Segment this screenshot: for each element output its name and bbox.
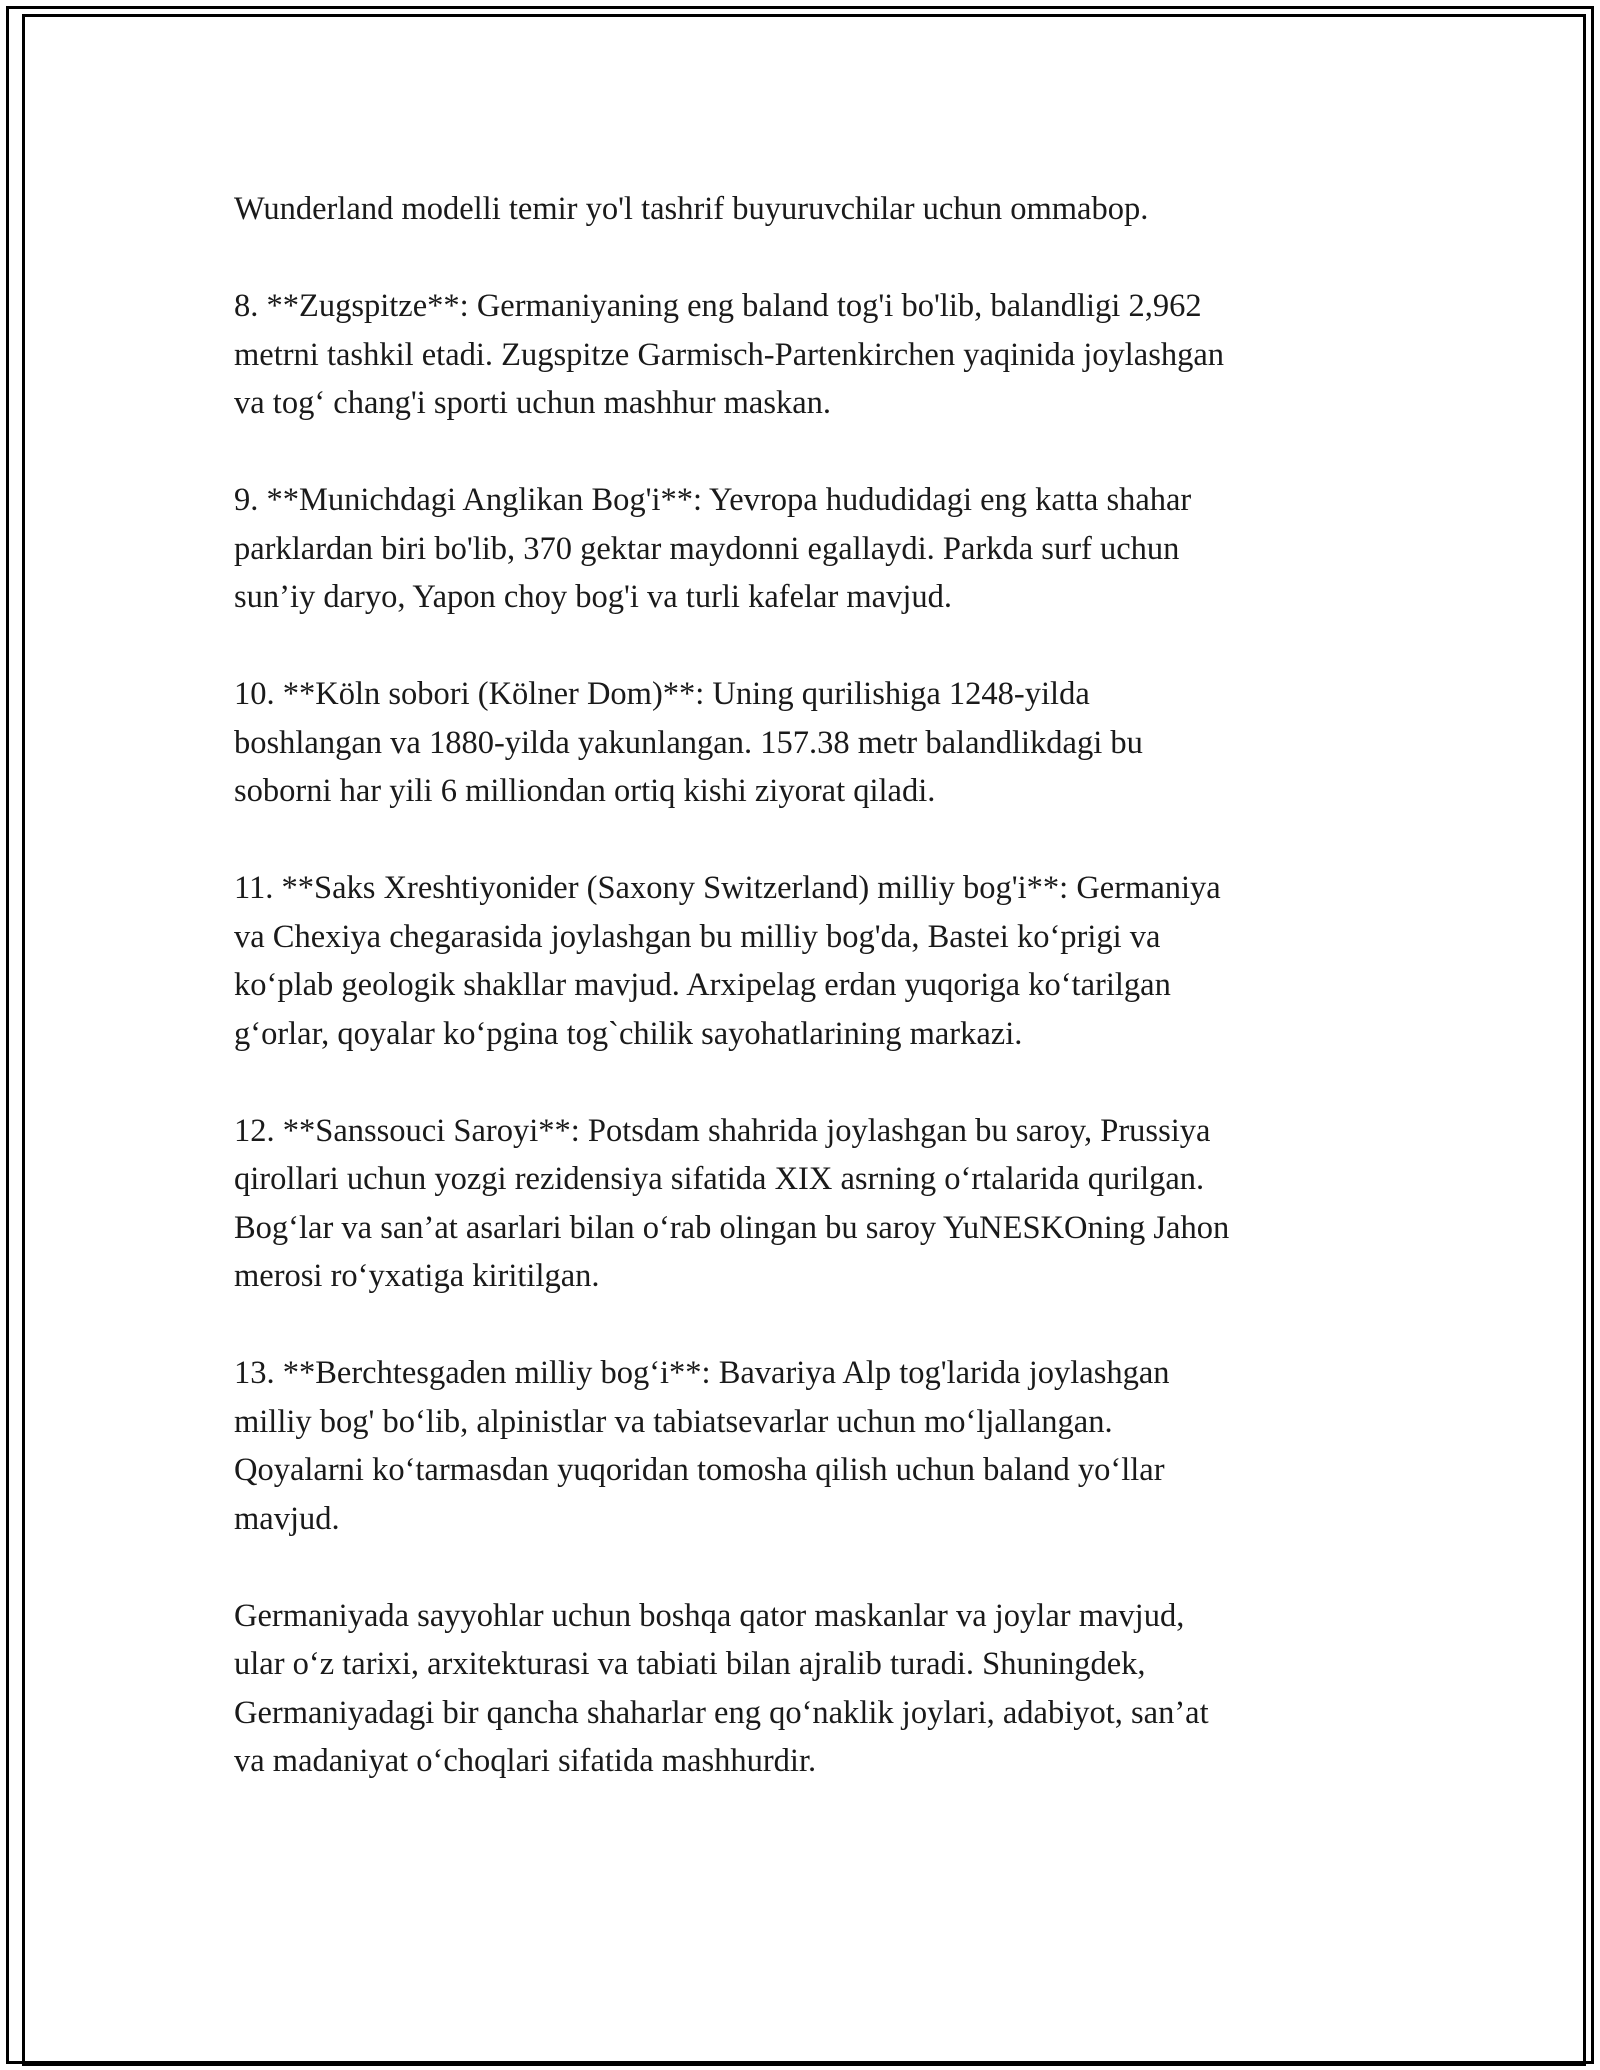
- document-body: [234, 185, 1374, 1786]
- paragraph-intro: Wunderland modelli temir yo'l tashrif buyuruvchilar uchun ommabop.: [234, 191, 1149, 227]
- paragraph-sanssouci: 12. **Sanssouci Saroyi**: Potsdam shahrida joylashgan bu saroy, Prussiya qirollari uchun yozgi rezidensiya sifatida XIX asrning o‘rtalarida qurilgan. Bog‘lar va san’at asarlari bilan o‘rab olingan bu saroy YuNESKOning Jahon merosi ro‘yxatiga kiritilgan.: [234, 1112, 1230, 1294]
- paragraph-conclusion: Germaniyada sayyohlar uchun boshqa qator maskanlar va joylar mavjud, ular o‘z tarixi, arxitekturasi va tabiati bilan ajralib turadi. Shuningdek, Germaniyadagi bir qancha shaharlar eng qo‘naklik joylari, adabiyot, san’at va madaniyat o‘choqlari sifatida mashhurdir.: [234, 1597, 1209, 1779]
- paragraph-zugspitze: 8. **Zugspitze**: Germaniyaning eng baland tog'i bo'lib, balandligi 2,962 metrni tashkil etadi. Zugspitze Garmisch-Partenkirchen yaqinida joylashgan va tog‘ chang'i sporti uchun mashhur maskan.: [234, 288, 1225, 421]
- paragraph-berchtesgaden: 13. **Berchtesgaden milliy bog‘i**: Bavariya Alp tog'larida joylashgan milliy bog' bo‘lib, alpinistlar va tabiatsevarlar uchun mo‘ljallangan. Qoyalarni ko‘tarmasdan yuqoridan tomosha qilish uchun baland yo‘llar mavjud.: [234, 1355, 1170, 1537]
- paragraph-koln-cathedral: 10. **Köln sobori (Kölner Dom)**: Uning qurilishiga 1248-yilda boshlangan va 1880-yilda yakunlangan. 157.38 metr balandlikdagi bu soborni har yili 6 milliondan ortiq kishi ziyorat qiladi.: [234, 676, 1143, 809]
- paragraph-englischer-garten: 9. **Munichdagi Anglikan Bog'i**: Yevropa hududidagi eng katta shahar parklardan biri bo'lib, 370 gektar maydonni egallaydi. Parkda surf uchun sun’iy daryo, Yapon choy bog'i va turli kafelar mavjud.: [234, 482, 1192, 615]
- paragraph-saxon-switzerland: 11. **Saks Xreshtiyonider (Saxony Switzerland) milliy bog'i**: Germaniya va Chexiya chegarasida joylashgan bu milliy bog'da, Bastei ko‘prigi va ko‘plab geologik shakllar mavjud. Arxipelag erdan yuqoriga ko‘tarilgan g‘orlar, qoyalar ko‘pgina tog`chilik sayohatlarining markazi.: [234, 870, 1221, 1052]
